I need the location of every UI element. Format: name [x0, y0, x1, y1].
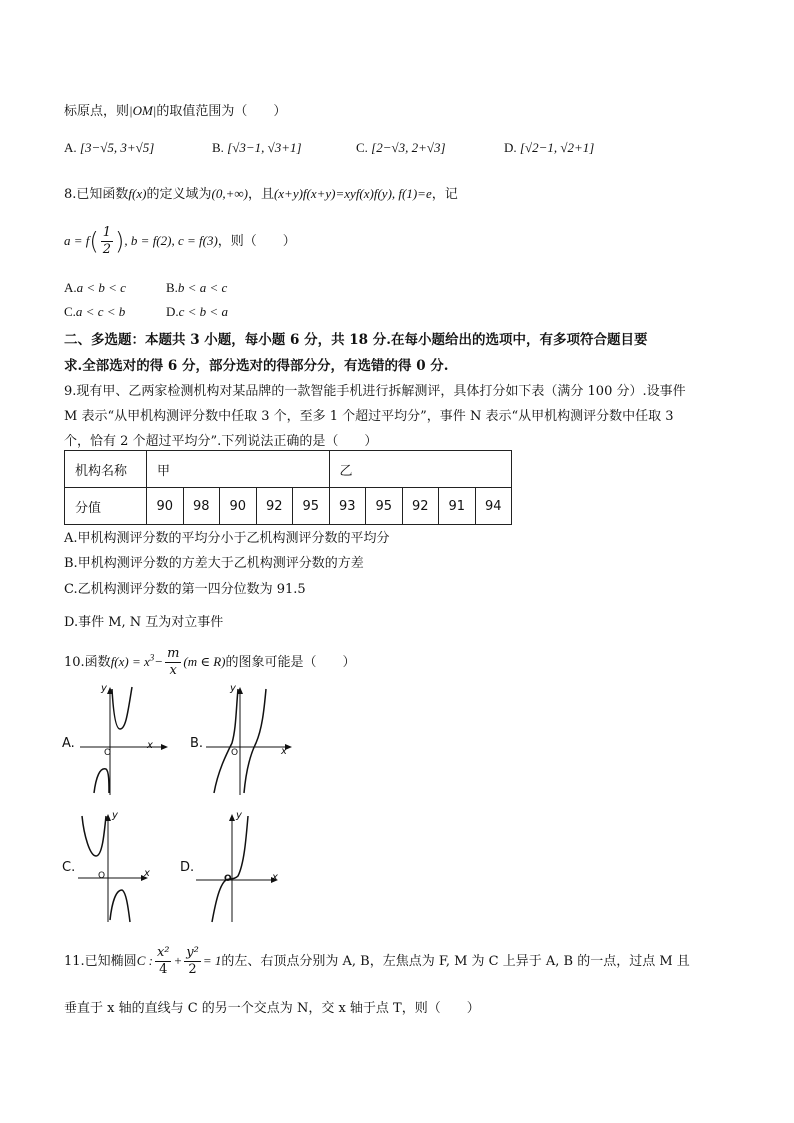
graph-a-label: A.: [62, 736, 75, 751]
graph-a-y-label: y: [101, 683, 107, 694]
q9-option-a: A.甲机构测评分数的平均分小于乙机构测评分数的平均分: [64, 531, 390, 546]
table-cell: 90: [147, 488, 184, 525]
graph-c-origin: O: [98, 871, 106, 881]
q9-option-d: D.事件 M, N 互为对立事件: [64, 615, 224, 630]
graph-d-y-label: y: [236, 810, 242, 821]
table-cell: 95: [293, 488, 330, 525]
score-table: [64, 450, 512, 525]
q7-text: 标原点，则: [64, 104, 130, 119]
graph-d-label: D.: [180, 860, 195, 875]
q8-option-a: A.a < b < c: [64, 280, 126, 295]
table-cell: 94: [475, 488, 512, 525]
table-cell: 95: [366, 488, 403, 525]
table-cell: 98: [183, 488, 220, 525]
table-cell: 92: [256, 488, 293, 525]
table-row: [65, 451, 512, 488]
graph-b-x-label: x: [281, 746, 287, 757]
graph-c-x-label: x: [144, 868, 150, 879]
graph-b: [204, 685, 300, 797]
q8-option-c: C.a < c < b: [64, 304, 126, 319]
section2-line2: 求.全部选对的得 6 分，部分选对的得部分分，有选错的得 0 分.: [64, 358, 449, 374]
q11-stem-line2: 垂直于 x 轴的直线与 C 的另一个交点为 N，交 x 轴于点 T，则（ ）: [64, 1001, 480, 1016]
graph-c-y-label: y: [112, 810, 118, 821]
q11-fraction-x: $\frac{\text{x²}}{4}$: [156, 945, 170, 977]
q9-stem-line1: 9.现有甲、乙两家检测机构对某品牌的一款智能手机进行拆解测评，具体打分如下表（满分 100 分）.设事件: [64, 384, 686, 399]
graph-c-label: C.: [62, 860, 76, 875]
q8-option-d: D.c < b < a: [166, 304, 228, 319]
q7-text-post: 的取值范围为（ ）: [156, 104, 287, 119]
table-row: [65, 488, 512, 525]
graph-b-origin: O: [231, 748, 239, 758]
graph-d: [194, 812, 294, 924]
table-group-a: 甲: [147, 451, 330, 488]
graph-b-y-label: y: [230, 683, 236, 694]
table-cell: 90: [220, 488, 257, 525]
q7-stem: [64, 100, 286, 119]
table-header-label: 机构名称: [65, 451, 147, 488]
table-cell: 91: [439, 488, 476, 525]
graph-b-label: B.: [190, 736, 204, 751]
q9-option-b: B.甲机构测评分数的方差大于乙机构测评分数的方差: [64, 556, 364, 571]
graph-a-x-label: x: [147, 740, 153, 751]
q8-option-b: B.b < a < c: [166, 280, 228, 295]
q7-option-d: D. [√2−1, √2+1]: [504, 140, 595, 155]
table-cell: 92: [402, 488, 439, 525]
graph-c: [76, 812, 172, 924]
q8-stem-line1: 8.已知函数f(x)的定义域为(0,+∞)，且(x+y)f(x+y)=xyf(x)f(y), f(1)=e，记: [64, 186, 458, 202]
q8-stem-line2: a = f( $\frac{1}{2}$ ), b = f(2), c = f(3)，则（ ）: [64, 225, 296, 257]
q10-fraction: $\frac{m}{x}$: [167, 646, 180, 678]
table-cell: 93: [329, 488, 366, 525]
table-group-b: 乙: [329, 451, 512, 488]
q10-stem: 10.函数$f(x) = x^3-$ $\frac{m}{x}$ (m ∈ R)的图象可能是（ ）: [64, 646, 356, 678]
q11-fraction-y: $\frac{\text{y²}}{2}$: [186, 945, 199, 977]
graph-d-x-label: x: [272, 872, 278, 883]
graph-a-origin: O: [104, 748, 112, 758]
q9-stem-line3: 个，恰有 2 个超过平均分”.下列说法正确的是（ ）: [64, 434, 378, 449]
q11-stem-line1: 11.已知椭圆C : $\frac{\text{x²}}{4}$ + $\frac{\text{y²}}{2}$ = 1的左、右顶点分别为 A, B，左焦点为 F, M 为 C 上异于 A, B 的一点，过点 M 且: [64, 945, 690, 977]
q7-option-b: B. [√3−1, √3+1]: [212, 140, 302, 155]
table-row-label: 分值: [65, 488, 147, 525]
q7-expr: |OM|: [129, 103, 157, 118]
graph-d-origin: O: [224, 874, 232, 884]
q7-option-c: C. [2−√3, 2+√3]: [356, 140, 446, 155]
q9-option-c: C.乙机构测评分数的第一四分位数为 91.5: [64, 582, 306, 597]
q7-option-a: A. [3−√5, 3+√5]: [64, 140, 155, 155]
graph-a: [76, 685, 172, 797]
section2-line1: 二、多选题：本题共 3 小题，每小题 6 分，共 18 分.在每小题给出的选项中，有多项符合题目要: [64, 332, 648, 348]
q9-stem-line2: M 表示“从甲机构测评分数中任取 3 个，至多 1 个超过平均分”，事件 N 表示“从甲机构测评分数中任取 3: [64, 409, 674, 424]
q8-fraction: $\frac{1}{2}$: [102, 225, 112, 257]
